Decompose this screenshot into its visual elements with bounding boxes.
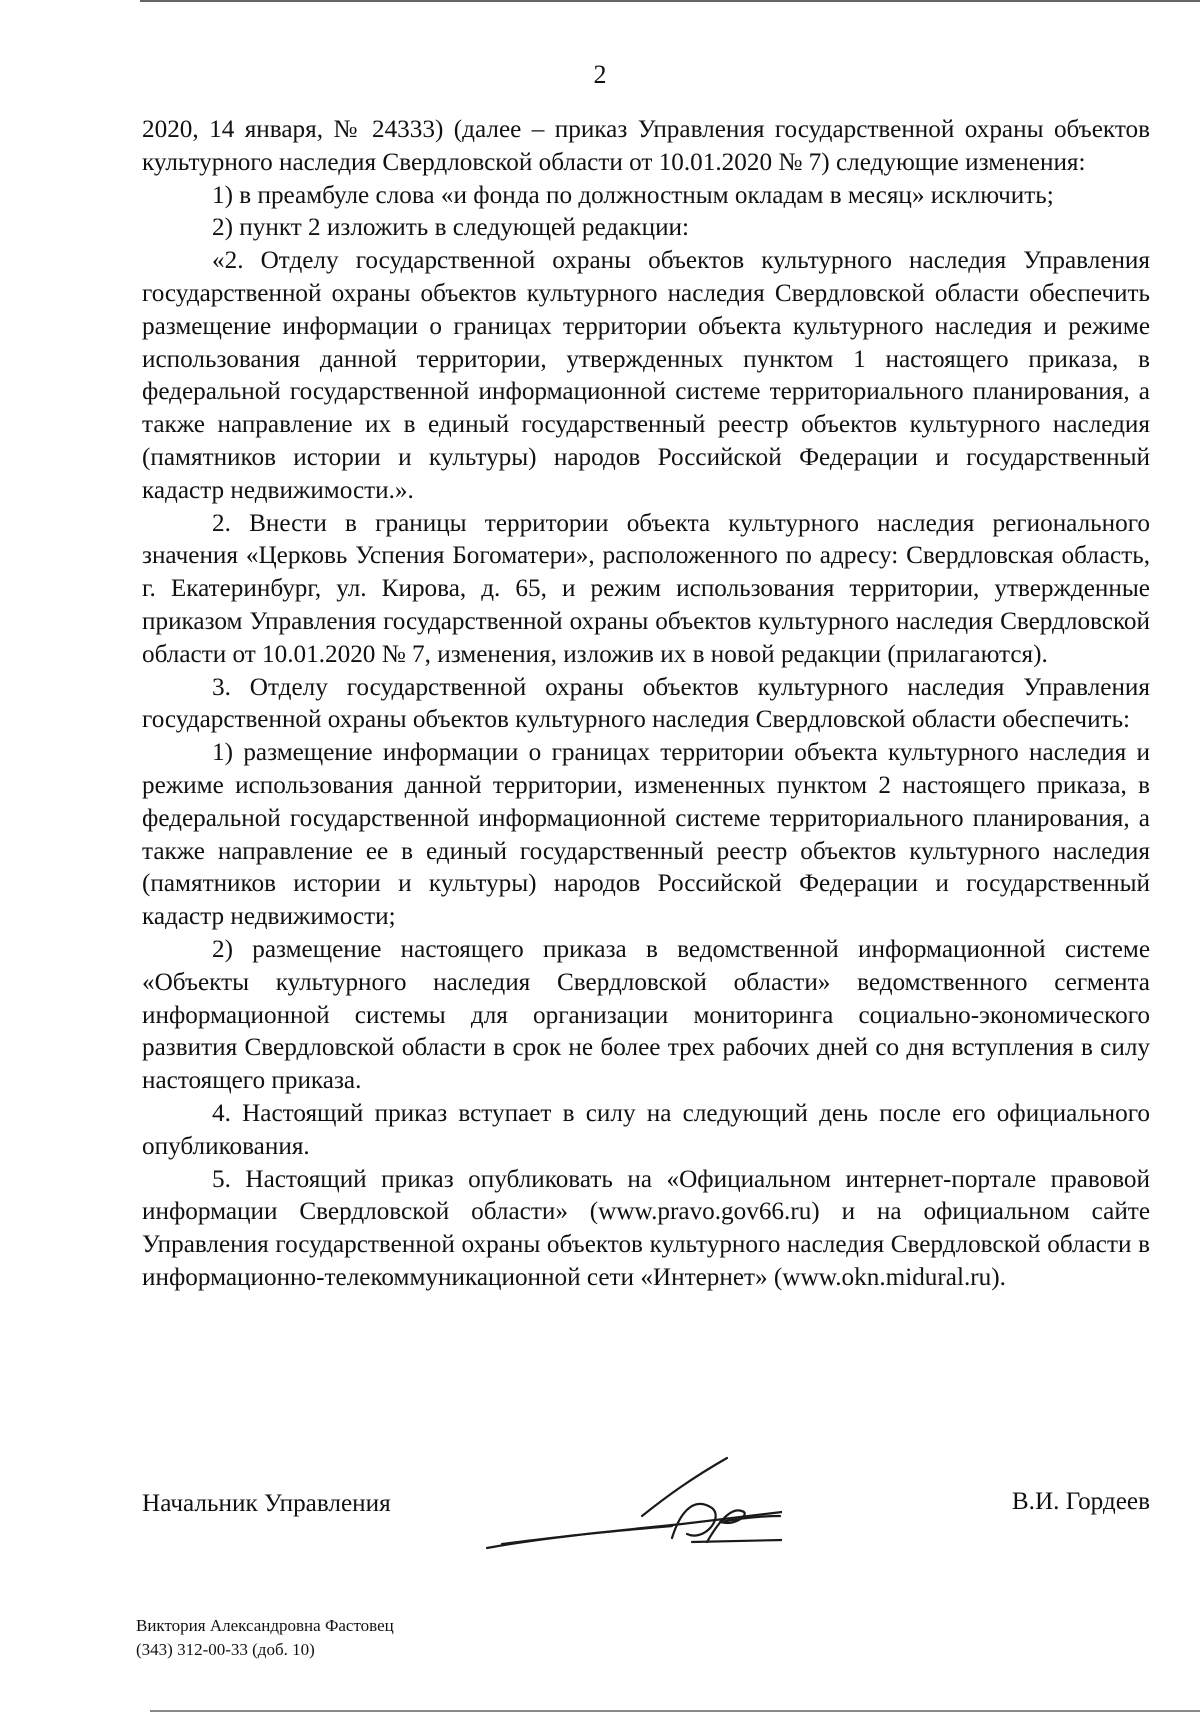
- paragraph-item-1: 1) в преамбуле слова «и фонда по должностным окладам в месяц» исключить;: [212, 181, 1054, 209]
- paragraph-point-3-sub-2: 2) размещение настоящего приказа в ведомственной информационной системе «Объекты культурного наследия Свердловской области» ведомственного сегмента информационной системы для организации мониторинга социально-экономического развития Свердловской области в срок не более трех рабочих дней со дня вступления в силу настоящего приказа.: [142, 935, 1150, 1095]
- executor-name: Виктория Александровна Фастовец: [136, 1616, 394, 1635]
- paragraph-point-3-sub-1: 1) размещение информации о границах территории объекта культурного наследия и режиме использования данной территории, измененных пунктом 2 настоящего приказа, в федеральной государственной информационной системе территориального планирования, а также направление ее в единый государственный реестр объектов культурного наследия (памятников истории и культуры) народов Российской Федерации и государственный кадастр недвижимости;: [142, 739, 1150, 931]
- bottom-edge-line: [150, 1710, 1200, 1712]
- paragraph-point-4: 4. Настоящий приказ вступает в силу на следующий день после его официального опубликования.: [142, 1099, 1150, 1160]
- paragraph-continuation: 2020, 14 января, № 24333) (далее – приказ Управления государственной охраны объектов культурного наследия Свердловской области от 10.01.2020 № 7) следующие изменения:: [142, 116, 1150, 176]
- signature-block: [142, 1452, 1150, 1542]
- paragraph-point-3: 3. Отделу государственной охраны объектов культурного наследия Управления государственной охраны объектов культурного наследия Свердловской области обеспечить:: [142, 673, 1150, 734]
- executor-phone: (343) 312-00-33 (доб. 10): [136, 1640, 315, 1659]
- signatory-name: В.И. Гордеев: [1011, 1488, 1150, 1515]
- document-body: [142, 114, 1150, 1295]
- top-edge-line: [140, 0, 1200, 2]
- signatory-title: Начальник Управления: [142, 1490, 391, 1517]
- executor-footer: [136, 1614, 394, 1662]
- paragraph-point-5: 5. Настоящий приказ опубликовать на «Официальном интернет-портале правовой информации Свердловской области» (www.pravo.gov66.ru) и на официальном сайте Управления государственной охраны объектов культурного наследия Свердловской области в информационно-телекоммуникационной сети «Интернет» (www.okn.midural.ru).: [142, 1165, 1150, 1291]
- paragraph-point-2: 2. Внести в границы территории объекта культурного наследия регионального значения «Церковь Успения Богоматери», расположенного по адресу: Свердловская область, г. Екатеринбург, ул. Кирова, д. 65, и режим использования территории, утвержденные приказом Управления государственной охраны объектов культурного наследия Свердловской области от 10.01.2020 № 7, изменения, изложив их в новой редакции (прилагаются).: [142, 509, 1150, 668]
- paragraph-quoted-point-2: «2. Отделу государственной охраны объектов культурного наследия Управления государственной охраны объектов культурного наследия Свердловской области обеспечить размещение информации о границах территории объекта культурного наследия и режиме использования данной территории, утвержденных пунктом 1 настоящего приказа, в федеральной государственной информационной системе территориального планирования, а также направление их в единый государственный реестр объектов культурного наследия (памятников истории и культуры) народов Российской Федерации и государственный кадастр недвижимости.».: [142, 247, 1150, 504]
- page-number: 2: [593, 60, 607, 89]
- handwritten-signature: [482, 1446, 782, 1556]
- paragraph-item-2: 2) пункт 2 изложить в следующей редакции:: [212, 214, 690, 242]
